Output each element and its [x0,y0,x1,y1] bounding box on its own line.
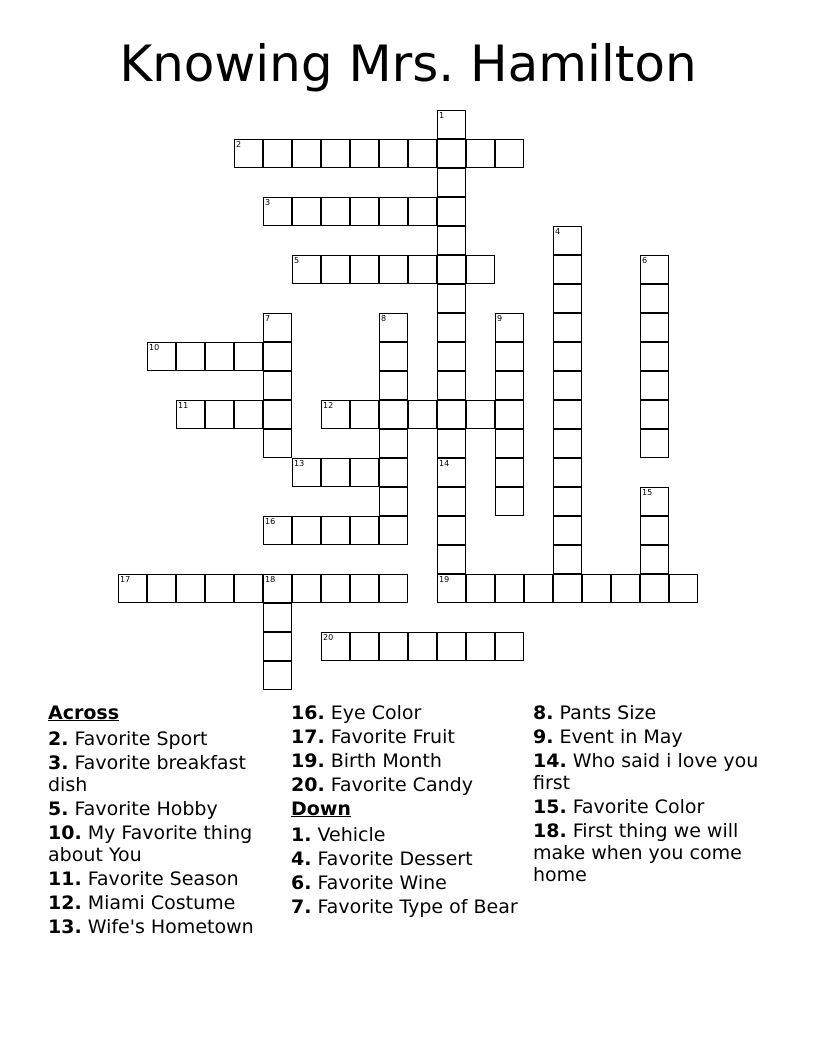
grid-cell[interactable] [495,139,524,168]
cell-number: 7 [265,314,271,323]
grid-cell[interactable] [379,574,408,603]
grid-cell[interactable] [321,632,350,661]
grid-cell[interactable] [234,400,263,429]
clue-item [291,774,526,796]
clues-column-1 [48,702,283,940]
grid-cell[interactable] [437,429,466,458]
grid-cell[interactable] [263,516,292,545]
grid-cell[interactable] [640,429,669,458]
cell-number: 8 [381,314,387,323]
clue-number: 11. [48,868,82,890]
grid-cell[interactable] [408,197,437,226]
cell-number: 19 [439,575,450,584]
grid-cell[interactable] [234,574,263,603]
grid-cell[interactable] [437,342,466,371]
grid-cell[interactable] [379,487,408,516]
grid-cell[interactable] [640,255,669,284]
clue-text: Favorite Candy [324,774,473,796]
grid-cell[interactable] [350,458,379,487]
cell-number: 17 [120,575,131,584]
clue-text: My Favorite thing about You [48,822,253,866]
grid-cell[interactable] [640,342,669,371]
cell-number: 4 [555,227,561,236]
clue-text: Favorite Dessert [311,848,473,870]
grid-cell[interactable] [495,400,524,429]
grid-cell[interactable] [379,197,408,226]
grid-cell[interactable] [495,458,524,487]
grid-cell[interactable] [495,632,524,661]
clue-text: Favorite Type of Bear [311,896,518,918]
clue-item [291,726,526,748]
cell-number: 9 [497,314,503,323]
cell-number: 12 [323,401,334,410]
grid-cell[interactable] [495,342,524,371]
grid-cell[interactable] [292,139,321,168]
clue-text: Wife's Hometown [81,916,254,938]
clue-text: Favorite breakfast dish [48,752,246,796]
clue-text: Miami Costume [81,892,236,914]
clue-number: 17. [291,726,325,748]
clue-number: 3. [48,752,69,774]
grid-cell[interactable] [553,342,582,371]
clues-column-2 [291,702,526,920]
cell-number: 16 [265,517,276,526]
clue-number: 7. [291,896,312,918]
clue-item [533,702,768,724]
clue-number: 14. [533,750,567,772]
grid-cell[interactable] [292,197,321,226]
clue-item [48,868,283,890]
grid-cell[interactable] [176,400,205,429]
grid-cell[interactable] [379,632,408,661]
grid-cell[interactable] [263,429,292,458]
clue-text: Favorite Wine [311,872,447,894]
grid-cell[interactable] [147,574,176,603]
grid-cell[interactable] [118,574,147,603]
grid-cell[interactable] [437,313,466,342]
grid-cell[interactable] [379,516,408,545]
clue-text: Event in May [553,726,683,748]
grid-cell[interactable] [321,458,350,487]
grid-cell[interactable] [553,284,582,313]
grid-cell[interactable] [437,110,466,139]
grid-cell[interactable] [437,197,466,226]
grid-cell[interactable] [437,255,466,284]
across-header: Across [48,702,120,724]
clue-number: 9. [533,726,554,748]
grid-cell[interactable] [292,255,321,284]
grid-cell[interactable] [553,371,582,400]
grid-cell[interactable] [263,313,292,342]
grid-cell[interactable] [553,516,582,545]
grid-cell[interactable] [176,342,205,371]
grid-cell[interactable] [437,458,466,487]
grid-cell[interactable] [321,255,350,284]
clue-item [533,820,768,886]
grid-cell[interactable] [669,574,698,603]
grid-cell[interactable] [263,574,292,603]
grid-cell[interactable] [640,400,669,429]
grid-cell[interactable] [466,632,495,661]
grid-cell[interactable] [321,197,350,226]
clue-text: Pants Size [553,702,657,724]
clue-item [48,822,283,866]
clue-item [533,726,768,748]
clue-item [48,728,283,750]
cell-number: 14 [439,459,450,468]
clue-number: 12. [48,892,82,914]
grid-cell[interactable] [379,458,408,487]
grid-cell[interactable] [437,168,466,197]
grid-cell[interactable] [350,400,379,429]
grid-cell[interactable] [437,226,466,255]
grid-cell[interactable] [640,545,669,574]
grid-cell[interactable] [379,429,408,458]
clue-item [291,824,526,846]
grid-cell[interactable] [292,516,321,545]
clue-item [48,916,283,938]
grid-cell[interactable] [205,574,234,603]
grid-cell[interactable] [379,342,408,371]
grid-cell[interactable] [495,371,524,400]
cell-number: 2 [236,140,242,149]
grid-cell[interactable] [524,574,553,603]
grid-cell[interactable] [553,458,582,487]
grid-cell[interactable] [437,487,466,516]
cell-number: 3 [265,198,271,207]
grid-cell[interactable] [350,632,379,661]
grid-cell[interactable] [263,197,292,226]
grid-cell[interactable] [437,400,466,429]
grid-cell[interactable] [553,255,582,284]
clue-number: 19. [291,750,325,772]
grid-cell[interactable] [379,255,408,284]
grid-cell[interactable] [611,574,640,603]
clue-number: 8. [533,702,554,724]
clue-number: 10. [48,822,82,844]
grid-cell[interactable] [408,632,437,661]
clue-number: 4. [291,848,312,870]
grid-cell[interactable] [263,371,292,400]
grid-cell[interactable] [553,400,582,429]
grid-cell[interactable] [292,574,321,603]
clue-item [291,750,526,772]
grid-cell[interactable] [205,400,234,429]
grid-cell[interactable] [466,139,495,168]
clue-item [48,892,283,914]
grid-cell[interactable] [437,516,466,545]
cell-number: 13 [294,459,305,468]
clue-item [291,896,526,918]
cell-number: 18 [265,575,276,584]
clue-text: Who said i love you first [533,750,759,794]
grid-cell[interactable] [205,342,234,371]
grid-cell[interactable] [408,139,437,168]
clue-text: Favorite Color [566,796,705,818]
grid-cell[interactable] [437,545,466,574]
clue-text: Favorite Hobby [68,798,218,820]
grid-cell[interactable] [234,139,263,168]
grid-cell[interactable] [350,139,379,168]
clue-number: 18. [533,820,567,842]
cell-number: 5 [294,256,300,265]
clue-number: 15. [533,796,567,818]
grid-cell[interactable] [408,400,437,429]
grid-cell[interactable] [176,574,205,603]
grid-cell[interactable] [437,139,466,168]
clue-item [291,702,526,724]
grid-cell[interactable] [640,284,669,313]
grid-cell[interactable] [263,603,292,632]
clue-text: First thing we will make when you come home [533,820,742,886]
grid-cell[interactable] [147,342,176,371]
grid-cell[interactable] [234,342,263,371]
clue-text: Vehicle [311,824,386,846]
grid-cell[interactable] [640,313,669,342]
grid-cell[interactable] [263,342,292,371]
grid-cell[interactable] [466,400,495,429]
grid-cell[interactable] [350,574,379,603]
grid-cell[interactable] [379,371,408,400]
grid-cell[interactable] [553,487,582,516]
grid-cell[interactable] [553,226,582,255]
grid-cell[interactable] [495,313,524,342]
clue-number: 6. [291,872,312,894]
grid-cell[interactable] [408,255,437,284]
grid-cell[interactable] [263,661,292,690]
clue-item [533,750,768,794]
clue-item [291,848,526,870]
grid-cell[interactable] [379,313,408,342]
grid-cell[interactable] [437,371,466,400]
grid-cell[interactable] [379,400,408,429]
clue-item [48,798,283,820]
grid-cell[interactable] [640,487,669,516]
grid-cell[interactable] [582,574,611,603]
grid-cell[interactable] [350,197,379,226]
grid-cell[interactable] [350,255,379,284]
clue-number: 16. [291,702,325,724]
grid-cell[interactable] [640,516,669,545]
clues-column-3 [533,702,768,888]
grid-cell[interactable] [466,255,495,284]
grid-cell[interactable] [263,139,292,168]
clue-text: Birth Month [324,750,442,772]
clue-number: 2. [48,728,69,750]
puzzle-title: Knowing Mrs. Hamilton [119,35,697,93]
clue-number: 13. [48,916,82,938]
cell-number: 20 [323,633,334,642]
clue-text: Favorite Sport [68,728,208,750]
cell-number: 6 [642,256,648,265]
grid-cell[interactable] [495,429,524,458]
grid-cell[interactable] [292,458,321,487]
grid-cell[interactable] [553,429,582,458]
grid-cell[interactable] [437,632,466,661]
clue-number: 5. [48,798,69,820]
grid-cell[interactable] [437,574,466,603]
clue-item [533,796,768,818]
grid-cell[interactable] [263,632,292,661]
cell-number: 15 [642,488,653,497]
grid-cell[interactable] [437,284,466,313]
grid-cell[interactable] [640,371,669,400]
clue-number: 1. [291,824,312,846]
grid-cell[interactable] [350,516,379,545]
grid-cell[interactable] [466,574,495,603]
grid-cell[interactable] [495,487,524,516]
grid-cell[interactable] [321,139,350,168]
grid-cell[interactable] [263,400,292,429]
grid-cell[interactable] [640,574,669,603]
grid-cell[interactable] [495,574,524,603]
grid-cell[interactable] [553,545,582,574]
down-header: Down [291,798,351,820]
grid-cell[interactable] [379,139,408,168]
clue-text: Favorite Season [81,868,239,890]
grid-cell[interactable] [553,574,582,603]
cell-number: 11 [178,401,189,410]
grid-cell[interactable] [321,400,350,429]
clue-text: Favorite Fruit [324,726,455,748]
clue-text: Eye Color [324,702,422,724]
clue-number: 20. [291,774,325,796]
grid-cell[interactable] [553,313,582,342]
grid-cell[interactable] [321,516,350,545]
clue-item [291,872,526,894]
grid-cell[interactable] [321,574,350,603]
cell-number: 1 [439,111,445,120]
clue-item [48,752,283,796]
cell-number: 10 [149,343,160,352]
